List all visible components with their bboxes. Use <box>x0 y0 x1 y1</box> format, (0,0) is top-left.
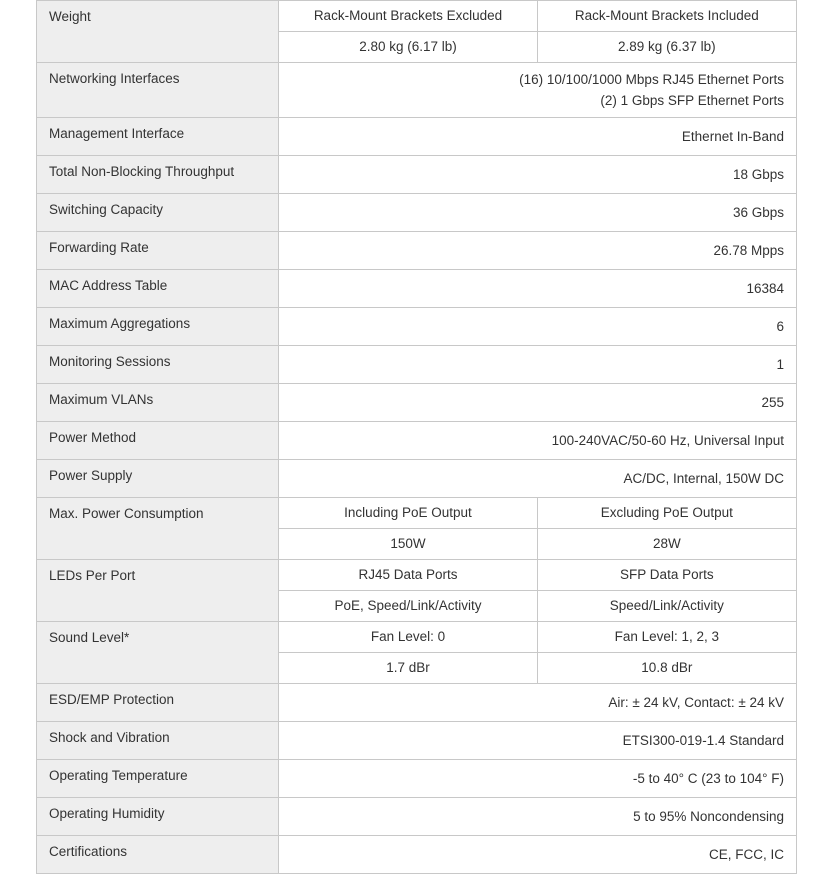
sub-header: RJ45 Data Ports <box>279 560 537 591</box>
row-label: Sound Level* <box>37 622 279 684</box>
table-row-switching <box>37 194 797 232</box>
table-row-mac <box>37 270 797 308</box>
row-label: Switching Capacity <box>37 194 279 232</box>
table-row-power-consumption <box>37 498 797 529</box>
sub-header: Rack-Mount Brackets Excluded <box>279 1 537 32</box>
table-row-management <box>37 118 797 156</box>
spec-table <box>36 0 797 874</box>
row-value: AC/DC, Internal, 150W DC <box>279 460 797 498</box>
row-label: Operating Humidity <box>37 798 279 836</box>
sub-value: 2.89 kg (6.37 lb) <box>537 32 796 63</box>
sub-header: Including PoE Output <box>279 498 537 529</box>
table-row-aggregations <box>37 308 797 346</box>
row-label: Forwarding Rate <box>37 232 279 270</box>
row-label: Total Non-Blocking Throughput <box>37 156 279 194</box>
table-row-monitoring <box>37 346 797 384</box>
row-value: 255 <box>279 384 797 422</box>
row-value: 6 <box>279 308 797 346</box>
table-row-op-temp <box>37 760 797 798</box>
value-line: (2) 1 Gbps SFP Ethernet Ports <box>600 93 784 108</box>
table-row-sound <box>37 622 797 653</box>
table-row-networking <box>37 63 797 118</box>
table-row-shock <box>37 722 797 760</box>
sub-header: Fan Level: 0 <box>279 622 537 653</box>
table-row-power-supply <box>37 460 797 498</box>
row-label: Shock and Vibration <box>37 722 279 760</box>
row-label: Max. Power Consumption <box>37 498 279 560</box>
row-value: CE, FCC, IC <box>279 836 797 874</box>
row-value: -5 to 40° C (23 to 104° F) <box>279 760 797 798</box>
row-value: 100-240VAC/50-60 Hz, Universal Input <box>279 422 797 460</box>
sub-value: 28W <box>537 529 796 560</box>
row-label: Power Supply <box>37 460 279 498</box>
row-label: MAC Address Table <box>37 270 279 308</box>
row-label: Weight <box>37 1 279 63</box>
table-row-throughput <box>37 156 797 194</box>
sub-header: Fan Level: 1, 2, 3 <box>537 622 796 653</box>
row-value: 5 to 95% Noncondensing <box>279 798 797 836</box>
row-label: Maximum Aggregations <box>37 308 279 346</box>
row-value <box>279 63 797 118</box>
sub-value: 150W <box>279 529 537 560</box>
row-label: Certifications <box>37 836 279 874</box>
row-value: 1 <box>279 346 797 384</box>
sub-header: Excluding PoE Output <box>537 498 796 529</box>
row-value: 18 Gbps <box>279 156 797 194</box>
row-label: Operating Temperature <box>37 760 279 798</box>
table-row-weight <box>37 1 797 32</box>
sub-value: 1.7 dBr <box>279 653 537 684</box>
sub-header: SFP Data Ports <box>537 560 796 591</box>
table-row-esd <box>37 684 797 722</box>
table-row-certifications <box>37 836 797 874</box>
row-label: Monitoring Sessions <box>37 346 279 384</box>
sub-value: PoE, Speed/Link/Activity <box>279 591 537 622</box>
sub-header: Rack-Mount Brackets Included <box>537 1 796 32</box>
table-row-leds <box>37 560 797 591</box>
table-row-op-humidity <box>37 798 797 836</box>
row-value: 36 Gbps <box>279 194 797 232</box>
row-value: Air: ± 24 kV, Contact: ± 24 kV <box>279 684 797 722</box>
row-value: 16384 <box>279 270 797 308</box>
row-label: Power Method <box>37 422 279 460</box>
row-value: 26.78 Mpps <box>279 232 797 270</box>
sub-value: 2.80 kg (6.17 lb) <box>279 32 537 63</box>
row-label: Networking Interfaces <box>37 63 279 118</box>
row-value: ETSI300-019-1.4 Standard <box>279 722 797 760</box>
row-label: LEDs Per Port <box>37 560 279 622</box>
table-row-power-method <box>37 422 797 460</box>
row-value: Ethernet In-Band <box>279 118 797 156</box>
row-label: Management Interface <box>37 118 279 156</box>
table-row-vlans <box>37 384 797 422</box>
sub-value: 10.8 dBr <box>537 653 796 684</box>
table-row-forwarding <box>37 232 797 270</box>
row-label: Maximum VLANs <box>37 384 279 422</box>
row-label: ESD/EMP Protection <box>37 684 279 722</box>
value-line: (16) 10/100/1000 Mbps RJ45 Ethernet Ports <box>519 72 784 87</box>
sub-value: Speed/Link/Activity <box>537 591 796 622</box>
